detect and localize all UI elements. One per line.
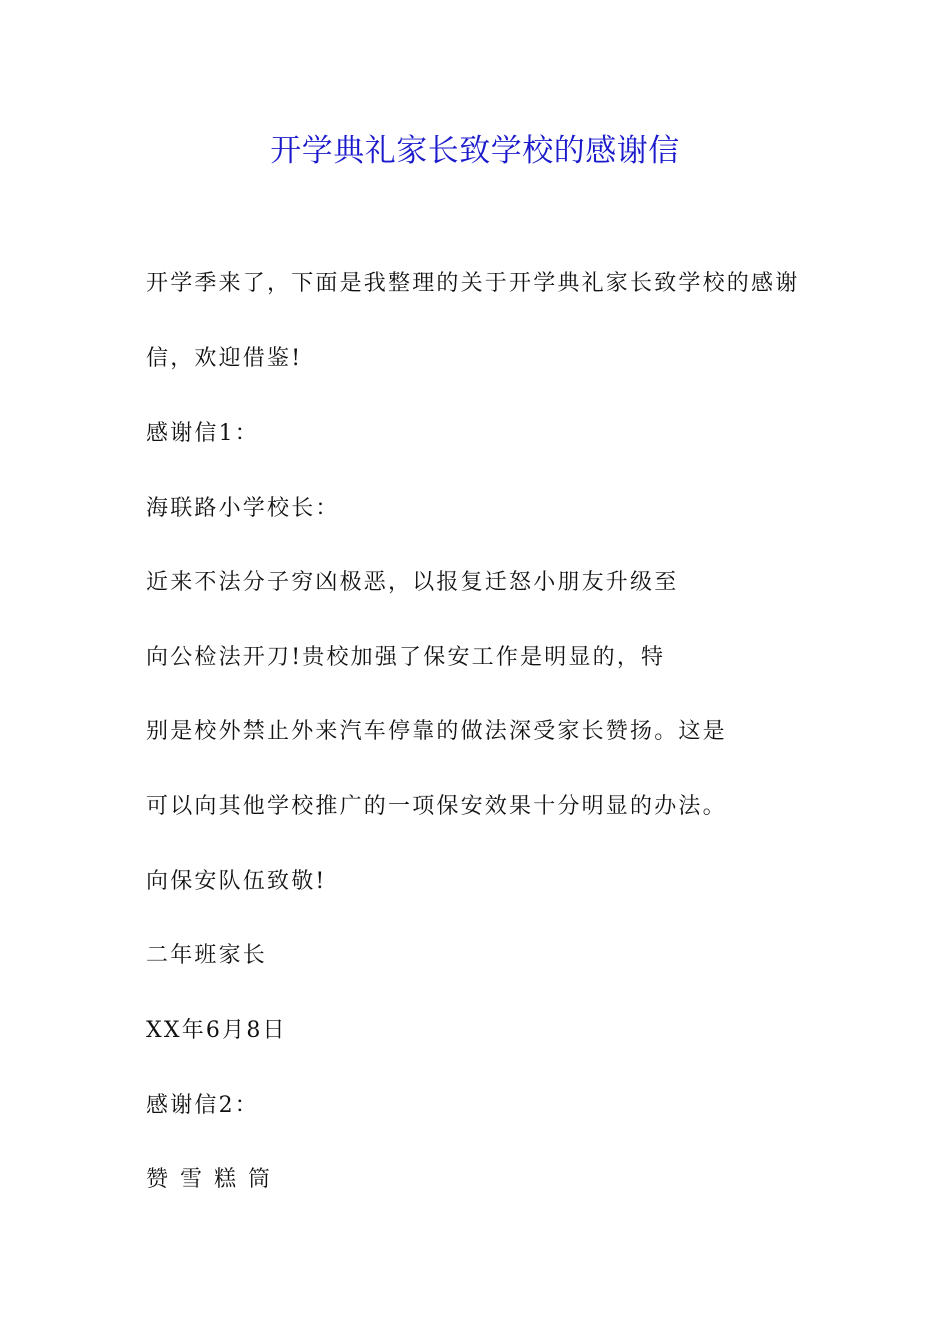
paragraph-line: 海联路小学校长： (146, 496, 340, 521)
paragraph-line: 可以向其他学校推广的一项保安效果十分明显的办法。 (146, 794, 727, 819)
paragraph-line: 开学季来了，下面是我整理的关于开学典礼家长致学校的感谢 (146, 271, 800, 296)
paragraph-line: 近来不法分子穷凶极恶，以报复迁怒小朋友升级至 (146, 570, 679, 595)
paragraph-line: 感谢信2： (146, 1093, 259, 1118)
paragraph-line: XX年6月8日 (146, 1018, 287, 1043)
paragraph-line: 二年班家长 (146, 943, 268, 968)
document-title: 开学典礼家长致学校的感谢信 (270, 133, 680, 169)
paragraph-line: 别是校外禁止外来汽车停靠的做法深受家长赞扬。这是 (146, 719, 727, 744)
paragraph-line: 赞雪糕筒 (146, 1167, 283, 1192)
paragraph-line: 感谢信1： (146, 421, 259, 446)
paragraph-line: 向公检法开刀!贵校加强了保安工作是明显的，特 (146, 645, 666, 670)
paragraph-line: 信，欢迎借鉴! (146, 346, 303, 371)
paragraph-line: 向保安队伍致敬! (146, 869, 327, 894)
